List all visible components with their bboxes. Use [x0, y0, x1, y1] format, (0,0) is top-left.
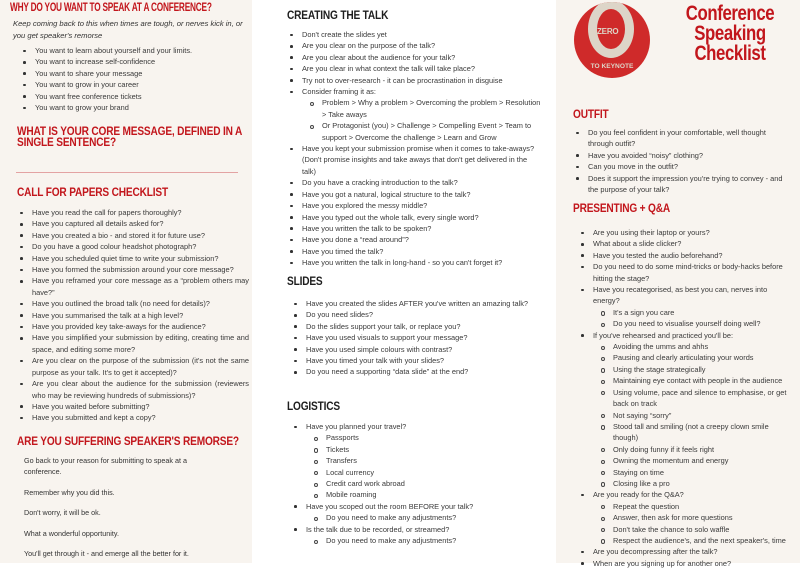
list-item	[306, 421, 542, 501]
list-item-text: Are you clear on the purpose of the talk?	[302, 41, 436, 51]
sub-list-item: Answer, then ask for more questions	[613, 512, 788, 523]
list-item	[593, 330, 788, 490]
list-item-text: Have you timed your talk with your slides?	[306, 356, 445, 366]
sub-list-item: Mobile roaming	[326, 489, 542, 500]
list-item: Have you captured all details asked for?	[32, 218, 249, 229]
list-item-text: Do you have a cracking introduction to the talk?	[302, 178, 458, 188]
list-item: Have you provided key take-aways for the audience?	[32, 321, 249, 332]
creating-list	[287, 29, 542, 269]
list-item-text: Don't create the slides yet	[302, 30, 387, 39]
title-line: Checklist	[694, 42, 766, 65]
slides-section	[287, 277, 542, 378]
list-item-text: Are you ready for the Q&A?	[593, 490, 684, 500]
sub-list	[593, 501, 788, 547]
list-item: Do you have a good colour headshot photograph?	[32, 241, 249, 252]
list-item-text: Is the talk due to be recorded, or streamed?	[306, 524, 450, 534]
list-item-text: Are you decompressing after the talk?	[593, 547, 718, 557]
list-item-text: Have you recategorised, as best you can, nerves into energy?	[593, 285, 768, 306]
list-item	[593, 238, 788, 249]
logistics-section	[287, 402, 542, 546]
list-item: Are you clear about the audience for the submission (reviewers who may be reviewing hundreds of submissions)?	[32, 379, 249, 400]
sub-list-item: Maintaining eye contact with people in the audience	[613, 375, 788, 386]
sub-list-item: Or Protagonist (you) > Challenge > Compelling Event > Team to support > Overcome the challenge > Learn and Grow	[322, 120, 542, 143]
sub-list	[306, 512, 542, 523]
sub-list-item: Do you need to make any adjustments?	[326, 535, 542, 546]
list-item-text: Have you scoped out the room BEFORE your talk?	[306, 501, 474, 511]
cfp-section	[17, 188, 249, 424]
list-item: Have you scheduled quiet time to write your submission?	[32, 253, 249, 264]
list-item	[302, 246, 542, 257]
core-message-heading: WHAT IS YOUR CORE MESSAGE, DEFINED IN A SINGLE SENTENCE?	[17, 126, 242, 149]
sub-list-item: Do you need to visualise yourself doing well?	[613, 318, 788, 329]
list-item	[302, 52, 542, 63]
list-item: You want free conference tickets	[35, 91, 248, 102]
list-item-text: Do the slides support your talk, or replace you?	[306, 321, 461, 331]
remorse-heading: ARE YOU SUFFERING SPEAKER'S REMORSE?	[17, 436, 239, 448]
list-item	[588, 173, 788, 196]
list-item	[306, 524, 542, 547]
list-item-text: Do you feel confident in your comfortable, well thought through outfit?	[588, 128, 766, 149]
sub-list-item: Respect the audience's, and the next speaker's, time	[613, 535, 788, 546]
outfit-heading: OUTFIT	[573, 109, 609, 121]
list-item: Are you clear on the purpose of the submission (it's not the same purpose as your talk. It's to get it accepted)?	[32, 356, 249, 377]
list-item: You want to grow your brand	[35, 102, 248, 113]
list-item	[302, 200, 542, 211]
logistics-list	[287, 421, 542, 546]
sub-list-item: Don't take the chance to solo waffle	[613, 524, 788, 535]
list-item	[302, 143, 542, 177]
paragraph: Remember why you did this.	[24, 487, 115, 497]
remorse-paragraphs	[17, 455, 192, 559]
list-item	[306, 501, 542, 524]
sub-list	[306, 535, 542, 546]
slides-list	[287, 298, 542, 378]
sub-list	[302, 97, 542, 143]
list-item: Have you waited before submitting?	[32, 401, 249, 412]
page-title	[677, 4, 783, 64]
logistics-heading: LOGISTICS	[287, 401, 340, 413]
list-item	[593, 227, 788, 238]
list-item-text: Are you clear in what context the talk will take place?	[302, 64, 475, 74]
list-item: You want to grow in your career	[35, 79, 248, 90]
list-item	[306, 309, 542, 320]
list-item: Have you submitted and kept a copy?	[32, 412, 249, 423]
list-item: Have you reframed your core message as a “problem others may have?”	[32, 276, 249, 297]
cfp-heading: CALL FOR PAPERS CHECKLIST	[17, 187, 168, 199]
sub-list-item: Tickets	[326, 444, 542, 455]
creating-heading: CREATING THE TALK	[287, 10, 389, 22]
presenting-section	[573, 204, 788, 569]
list-item	[588, 127, 788, 150]
why-intro: Keep coming back to this when times are tough, or nerves kick in, or you get speaker's remorse	[13, 19, 243, 40]
list-item-text: Try not to over-research - it can be procrastination in disguise	[302, 75, 503, 85]
list-item: Have you read the call for papers thoroughly?	[32, 207, 249, 218]
list-item-text: Have you tested the audio beforehand?	[593, 250, 723, 260]
paragraph: Don't worry, it will be ok.	[24, 508, 101, 517]
list-item: You want to learn about yourself and your limits.	[35, 45, 248, 56]
list-item	[306, 344, 542, 355]
list-item	[302, 223, 542, 234]
list-item	[302, 63, 542, 74]
list-item: Have you created a bio - and stored it for future use?	[32, 230, 249, 241]
sub-list-item: Staying on time	[613, 467, 788, 478]
core-message-section	[17, 127, 287, 149]
list-item-text: Do you need slides?	[306, 310, 373, 320]
outfit-section	[573, 110, 788, 195]
sub-list-item: Transfers	[326, 455, 542, 466]
list-item	[593, 284, 788, 330]
logo-keynote-text: TO KEYNOTE	[590, 63, 634, 70]
list-item: Have you simplified your submission by editing, creating time and space, and editing some more?	[32, 333, 249, 354]
list-item: You want to increase self-confidence	[35, 56, 248, 67]
presenting-heading: PRESENTING + Q&A	[573, 203, 671, 215]
slides-heading: SLIDES	[287, 276, 323, 288]
remorse-section	[17, 436, 239, 569]
list-item	[588, 161, 788, 172]
title-line: Speaking	[694, 22, 766, 45]
outfit-list	[573, 127, 788, 195]
list-item	[302, 29, 542, 40]
list-item	[302, 212, 542, 223]
list-item	[302, 75, 542, 86]
why-section	[10, 3, 248, 113]
why-list	[10, 45, 248, 113]
paragraph: You'll get through it - and emerge all the better for it.	[24, 549, 189, 558]
sub-list	[306, 432, 542, 500]
cfp-list	[17, 207, 249, 424]
list-item	[302, 177, 542, 188]
sub-list-item: Repeat the question	[613, 501, 788, 512]
list-item	[306, 321, 542, 332]
list-item	[306, 355, 542, 366]
list-item: Have you formed the submission around your core message?	[32, 264, 249, 275]
sub-list-item: Not saying “sorry”	[613, 410, 788, 421]
list-item	[302, 40, 542, 51]
list-item	[302, 257, 542, 268]
list-item-text: Are you clear about the audience for your talk?	[302, 52, 456, 62]
divider	[16, 172, 238, 173]
list-item-text: Do you need a supporting “data slide” at the end?	[306, 367, 469, 377]
list-item	[588, 150, 788, 161]
list-item	[302, 189, 542, 200]
creating-section	[287, 11, 542, 269]
list-item-text: Are you using their laptop or yours?	[593, 228, 710, 237]
sub-list-item: Credit card work abroad	[326, 478, 542, 489]
sub-list-item: Only doing funny if it feels right	[613, 444, 788, 455]
list-item-text: Have you got a natural, logical structure to the talk?	[302, 189, 471, 199]
list-item-text: Have you used visuals to support your message?	[306, 333, 468, 343]
list-item	[593, 558, 788, 569]
why-heading: WHY DO YOU WANT TO SPEAK AT A CONFERENCE?	[10, 2, 212, 14]
list-item	[593, 261, 788, 284]
list-item-text: Have you explored the messy middle?	[302, 201, 428, 211]
sub-list-item: Using volume, pace and silence to emphasise, or get back on track	[613, 387, 787, 409]
list-item: Have you outlined the broad talk (no need for details)?	[32, 298, 249, 309]
sub-list-item: Pausing and clearly articulating your words	[613, 352, 788, 363]
list-item	[306, 298, 542, 309]
list-item	[302, 234, 542, 245]
list-item-text: Does it support the impression you're trying to convey - and the purpose of your talk?	[588, 173, 783, 195]
list-item-text: Have you planned your travel?	[306, 422, 407, 431]
list-item-text: Have you kept your submission promise when it comes to take-aways? (Don't promise insights and take aways that don't get delivered in the talk)	[302, 144, 535, 176]
list-item-text: What about a slide clicker?	[593, 239, 682, 249]
list-item-text: Have you written the talk in long-hand - so you can't forget it?	[302, 258, 503, 268]
sub-list	[593, 307, 788, 330]
list-item	[302, 86, 542, 143]
zero-to-keynote-logo	[574, 2, 650, 78]
list-item-text: Have you created the slides AFTER you've written an amazing talk?	[306, 299, 529, 308]
sub-list-item: Stood tall and smiling (not a creepy clown smile though)	[613, 421, 788, 444]
list-item-text: If you've rehearsed and practiced you'll be:	[593, 330, 734, 340]
sub-list-item: Passports	[326, 432, 542, 443]
list-item: You want to share your message	[35, 68, 248, 79]
sub-list-item: Avoiding the umms and ahhs	[613, 341, 788, 352]
list-item	[593, 250, 788, 261]
list-item-text: Have you typed out the whole talk, every single word?	[302, 212, 479, 222]
logo-zero-text: ZERO	[597, 27, 619, 36]
sub-list-item: Problem > Why a problem > Overcoming the problem > Resolution > Take aways	[322, 98, 541, 119]
presenting-list	[573, 227, 788, 569]
list-item-text: Can you move in the outfit?	[588, 162, 678, 172]
sub-list	[593, 341, 788, 489]
list-item-text: Have you written the talk to be spoken?	[302, 223, 432, 233]
list-item	[306, 366, 542, 377]
list-item-text: Do you need to do some mind-tricks or body-hacks before hitting the stage?	[593, 262, 783, 283]
paragraph: Go back to your reason for submitting to speak at a conference.	[24, 456, 188, 476]
list-item-text: Have you avoided “noisy” clothing?	[588, 150, 704, 160]
list-item-text: Have you timed the talk?	[302, 246, 384, 256]
list-item	[593, 546, 788, 557]
sub-list-item: Do you need to make any adjustments?	[326, 512, 542, 523]
sub-list-item: Closing like a pro	[613, 478, 788, 489]
sub-list-item: Local currency	[326, 467, 542, 478]
list-item-text: Have you used simple colours with contrast?	[306, 344, 453, 354]
sub-list-item: Using the stage strategically	[613, 364, 788, 375]
sub-list-item: It's a sign you care	[613, 307, 788, 318]
list-item: Have you summarised the talk at a high level?	[32, 310, 249, 321]
list-item-text: Have you done a “read around”?	[302, 235, 409, 245]
list-item-text: Consider framing it as:	[302, 87, 376, 97]
paragraph: What a wonderful opportunity.	[24, 528, 119, 538]
list-item	[593, 489, 788, 546]
list-item	[306, 332, 542, 343]
title-line: Conference	[685, 2, 775, 25]
list-item-text: When are you signing up for another one?	[593, 558, 732, 568]
sub-list-item: Owning the momentum and energy	[613, 455, 788, 466]
